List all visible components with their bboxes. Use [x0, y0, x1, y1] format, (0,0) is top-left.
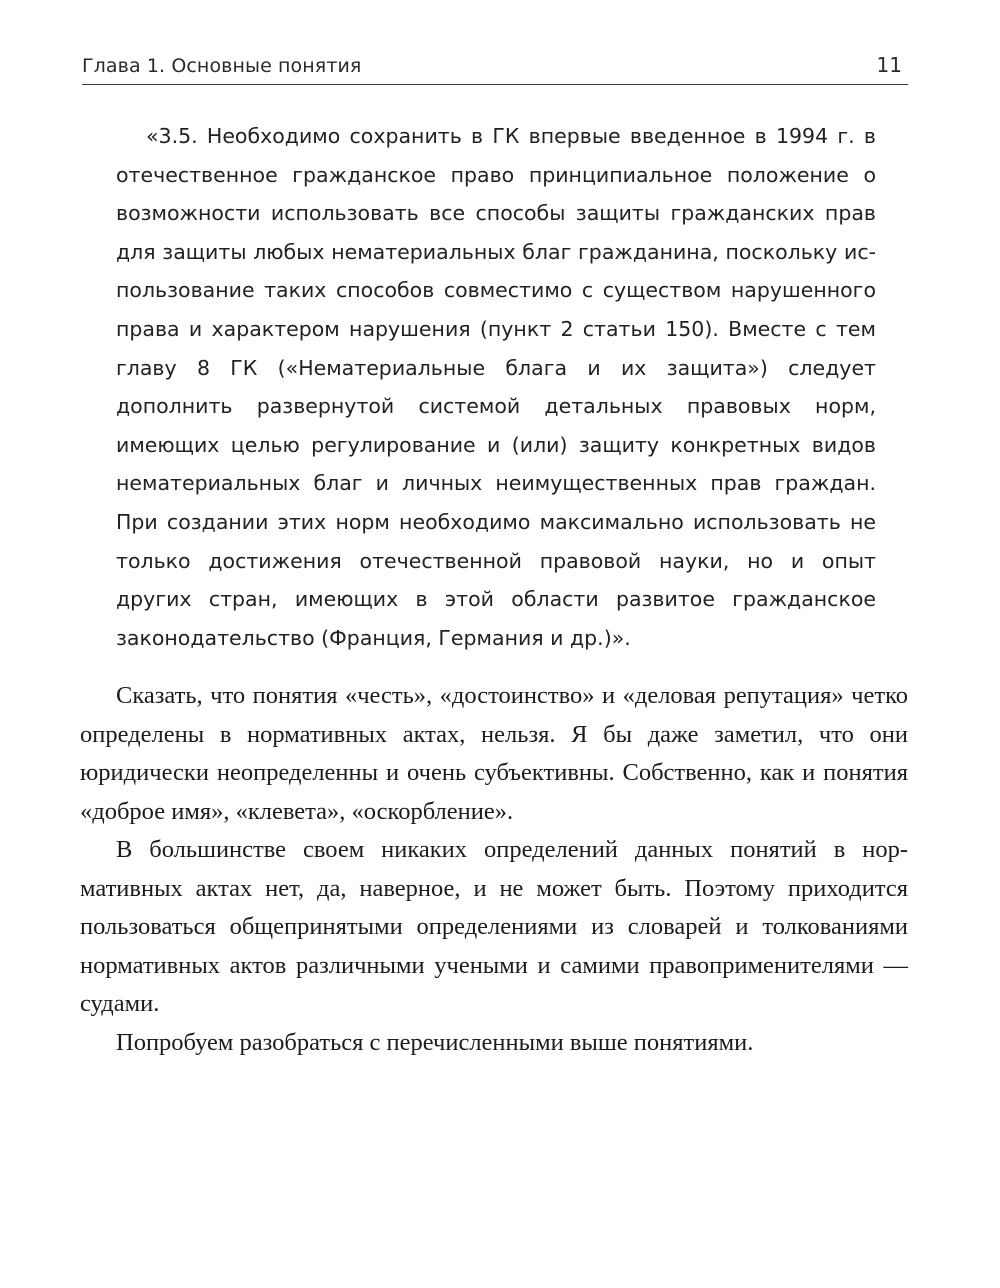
- body-paragraph: В большинстве своем никаких определений данных понятий в нормативных актах нет, да, наверное, и не может быть. Поэтому приходится пользоваться общепринятыми определениями из словарей и толкованиями нормативных актов различными учеными и самими правоприменителями — судами.: [80, 836, 908, 1017]
- body-paragraph: Сказать, что понятия «честь», «достоинство» и «деловая репутация» четко определены в нормативных актах, нельзя. Я бы даже заметил, что они юридически неопределенны и очень субъективны. Собственно, как и понятия «доброе имя», «клевета», «оскорбление».: [80, 682, 908, 825]
- quote-paragraph: «3.5. Необходимо сохранить в ГК впервые введенное в 1994 г. в отечественное гражданское право принципиальное положение о возможности использовать все способы защиты гражданских прав для защиты любых нематериальных благ гражданина, поскольку использование таких способов совместимо с существом нарушенного права и характером нарушения (пункт 2 статьи 150). Вместе с тем главу 8 ГК («Нематериальные блага и их защита») следует дополнить развернутой системой детальных правовых норм, имеющих целью регулирование и (или) защиту конкретных видов нематериальных благ и личных неимущественных прав граждан. При создании этих норм необходимо максимально использовать не только достижения отечественной правовой науки, но и опыт других стран, имеющих в этой области развитое гражданское законодательство (Франция, Германия и др.)».: [116, 124, 876, 650]
- running-header: [82, 50, 908, 85]
- page-number: 11: [876, 53, 902, 77]
- body-paragraph: Попробуем разобраться с перечисленными выше понятиями.: [116, 1028, 754, 1056]
- chapter-title: Глава 1. Основные понятия: [82, 55, 362, 77]
- body-text: [80, 677, 908, 1062]
- block-quote: [116, 117, 876, 657]
